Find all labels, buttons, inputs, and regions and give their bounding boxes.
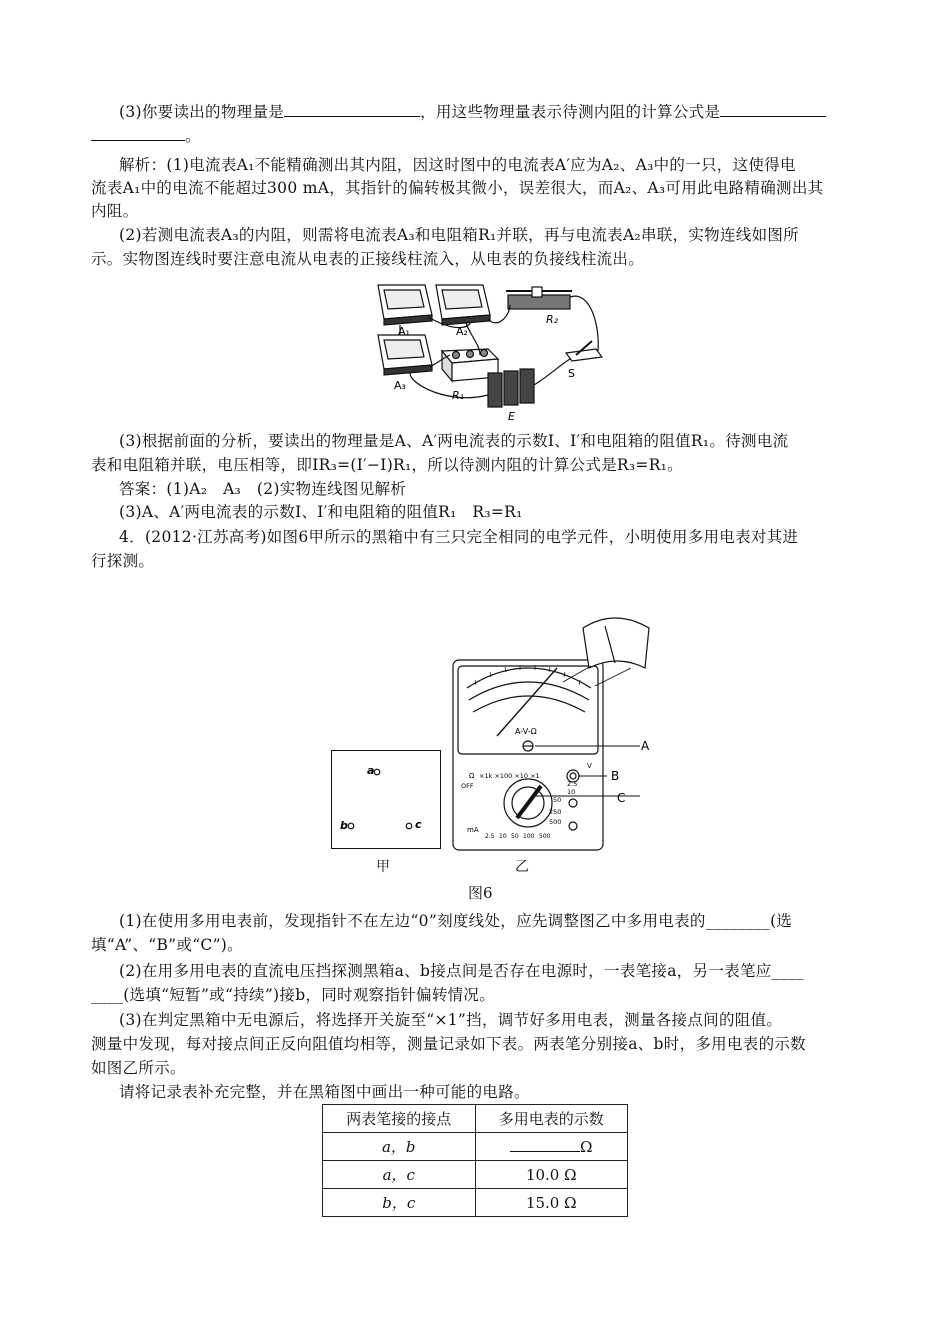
- terminal-c-label: c: [415, 818, 422, 831]
- question-4-1: (1)在使用多用电表前，发现指针不在左边“0”刻度线处，应先调整图乙中多用电表的________(选: [119, 912, 793, 930]
- ma-mark: mA: [467, 826, 479, 834]
- question-4-3: (3)在判定黑箱中无电源后，将选择开关旋至“×1”挡，调节好多用电表，测量各接点间的阻值。: [119, 1011, 783, 1029]
- table-cell-points: b，c: [323, 1189, 476, 1217]
- question-4-3: 如图乙所示。: [91, 1059, 186, 1077]
- figure-caption-jia: 甲: [376, 859, 390, 875]
- ma-0: 2.5: [485, 833, 495, 840]
- off-mark: OFF: [461, 782, 474, 790]
- label-e: E: [508, 410, 515, 423]
- question-4-3: 测量中发现，每对接点间正反向阻值均相等，测量记录如下表。两表笔分别接a、b时，多用电表的示数: [91, 1035, 806, 1053]
- figure-caption-yi: 乙: [515, 859, 529, 875]
- question-4-text: 4．(2012·江苏高考)如图6甲所示的黑箱中有三只完全相同的电学元件，小明使用多用电表对其进: [119, 528, 799, 546]
- terminal-a-label: a: [367, 764, 375, 777]
- question-3-line: (3)你要读出的物理量是 ，用这些物理量表示待测内阻的计算公式是: [119, 100, 826, 123]
- table-cell-reading: 15.0 Ω: [475, 1189, 628, 1217]
- dcv-0: 2.5: [567, 780, 578, 788]
- label-r1: R₁: [452, 389, 465, 402]
- question-4-2: (2)在用多用电表的直流电压挡探测黑箱a、b接点间是否存在电源时，一表笔接a，另一表笔应____: [119, 962, 804, 980]
- solution-text: 示。实物图连线时要注意电流从电表的正接线柱流入，从电表的负接线柱流出。: [91, 250, 645, 268]
- question-4-text: 行探测。: [91, 552, 155, 570]
- label-r2: R₂: [546, 313, 559, 326]
- terminal-b-label: b: [340, 819, 348, 832]
- dcv-3: 250: [549, 808, 562, 816]
- ma-3: 100: [523, 833, 535, 840]
- label-adjust-a: A: [641, 739, 650, 753]
- dcv-4: 500: [549, 818, 562, 826]
- volt-mark: V: [587, 762, 592, 770]
- answer-text: (3)A、A′两电流表的示数I、I′和电阻箱的阻值R₁ R₃=R₁: [119, 503, 523, 521]
- solution-text: 内阻。: [91, 202, 139, 220]
- black-box-terminals: [331, 750, 441, 850]
- solution-text: (2)若测电流表A₃的内阻，则需将电流表A₃和电阻箱R₁并联，再与电流表A₂串联，实物连线如图所: [119, 226, 799, 244]
- answer-blank: [510, 1137, 580, 1152]
- answer-blank: [284, 100, 420, 117]
- question-4-4: 请将记录表补充完整，并在黑箱图中画出一种可能的电路。: [119, 1083, 530, 1101]
- ma-4: 500: [539, 833, 551, 840]
- circuit-diagram: [370, 275, 610, 430]
- omega-mark: Ω: [469, 772, 475, 780]
- solution-text: 表和电阻箱并联，电压相等，即IR₃=(I′−I)R₁，所以待测内阻的计算公式是R₃=R₁。: [91, 456, 683, 474]
- table-cell-points: a，b: [323, 1133, 476, 1161]
- question-3-line-2: 。: [91, 124, 201, 147]
- table-header: 两表笔接的接点: [323, 1105, 476, 1133]
- dcv-1: 10: [567, 788, 576, 796]
- solution-text: 流表A₁中的电流不能超过300 mA，其指针的偏转极其微小，误差很大，而A₂、A₃可用此电路精确测出其: [91, 179, 824, 197]
- table-header: 多用电表的示数: [475, 1105, 628, 1133]
- solution-text: (3)根据前面的分析，要读出的物理量是A、A′两电流表的示数I、I′和电阻箱的阻值R₁。待测电流: [119, 432, 789, 450]
- answer-text: 答案：(1)A₂ A₃ (2)实物连线图见解析: [119, 480, 407, 498]
- question-4-1: 填“A”、“B”或“C”)。: [91, 936, 243, 954]
- answer-blank: [720, 100, 826, 117]
- table-row: [323, 1161, 628, 1189]
- table-cell-reading: 10.0 Ω: [475, 1161, 628, 1189]
- table-cell-points: a，c: [323, 1161, 476, 1189]
- table-row: [323, 1133, 628, 1161]
- figure-6-caption: 图6: [468, 884, 493, 902]
- table-cell-reading: Ω: [475, 1133, 628, 1161]
- solution-text: 解析：(1)电流表A₁不能精确测出其内阻，因这时图中的电流表A′应为A₂、A₃中的一只，这使得电: [119, 156, 796, 174]
- question-4-2: ____(选填“短暂”或“持续”)接b，同时观察指针偏转情况。: [91, 986, 496, 1004]
- dcv-2: 50: [553, 796, 562, 804]
- label-s: S: [568, 367, 575, 380]
- record-table: [322, 1104, 628, 1217]
- label-selector-c: C: [617, 791, 626, 805]
- label-a2: A₂: [456, 325, 468, 338]
- range-labels: ×1k ×100 ×10 ×1: [479, 772, 540, 780]
- scale-label: A-V-Ω: [515, 727, 537, 736]
- label-a1: A₁: [398, 325, 410, 338]
- table-header-row: [323, 1105, 628, 1133]
- answer-blank: [91, 124, 185, 141]
- multimeter: [445, 608, 670, 858]
- label-knob-b: B: [611, 769, 620, 783]
- ma-1: 10: [499, 833, 507, 840]
- ma-2: 50: [511, 833, 519, 840]
- label-a3: A₃: [394, 379, 406, 392]
- table-row: [323, 1189, 628, 1217]
